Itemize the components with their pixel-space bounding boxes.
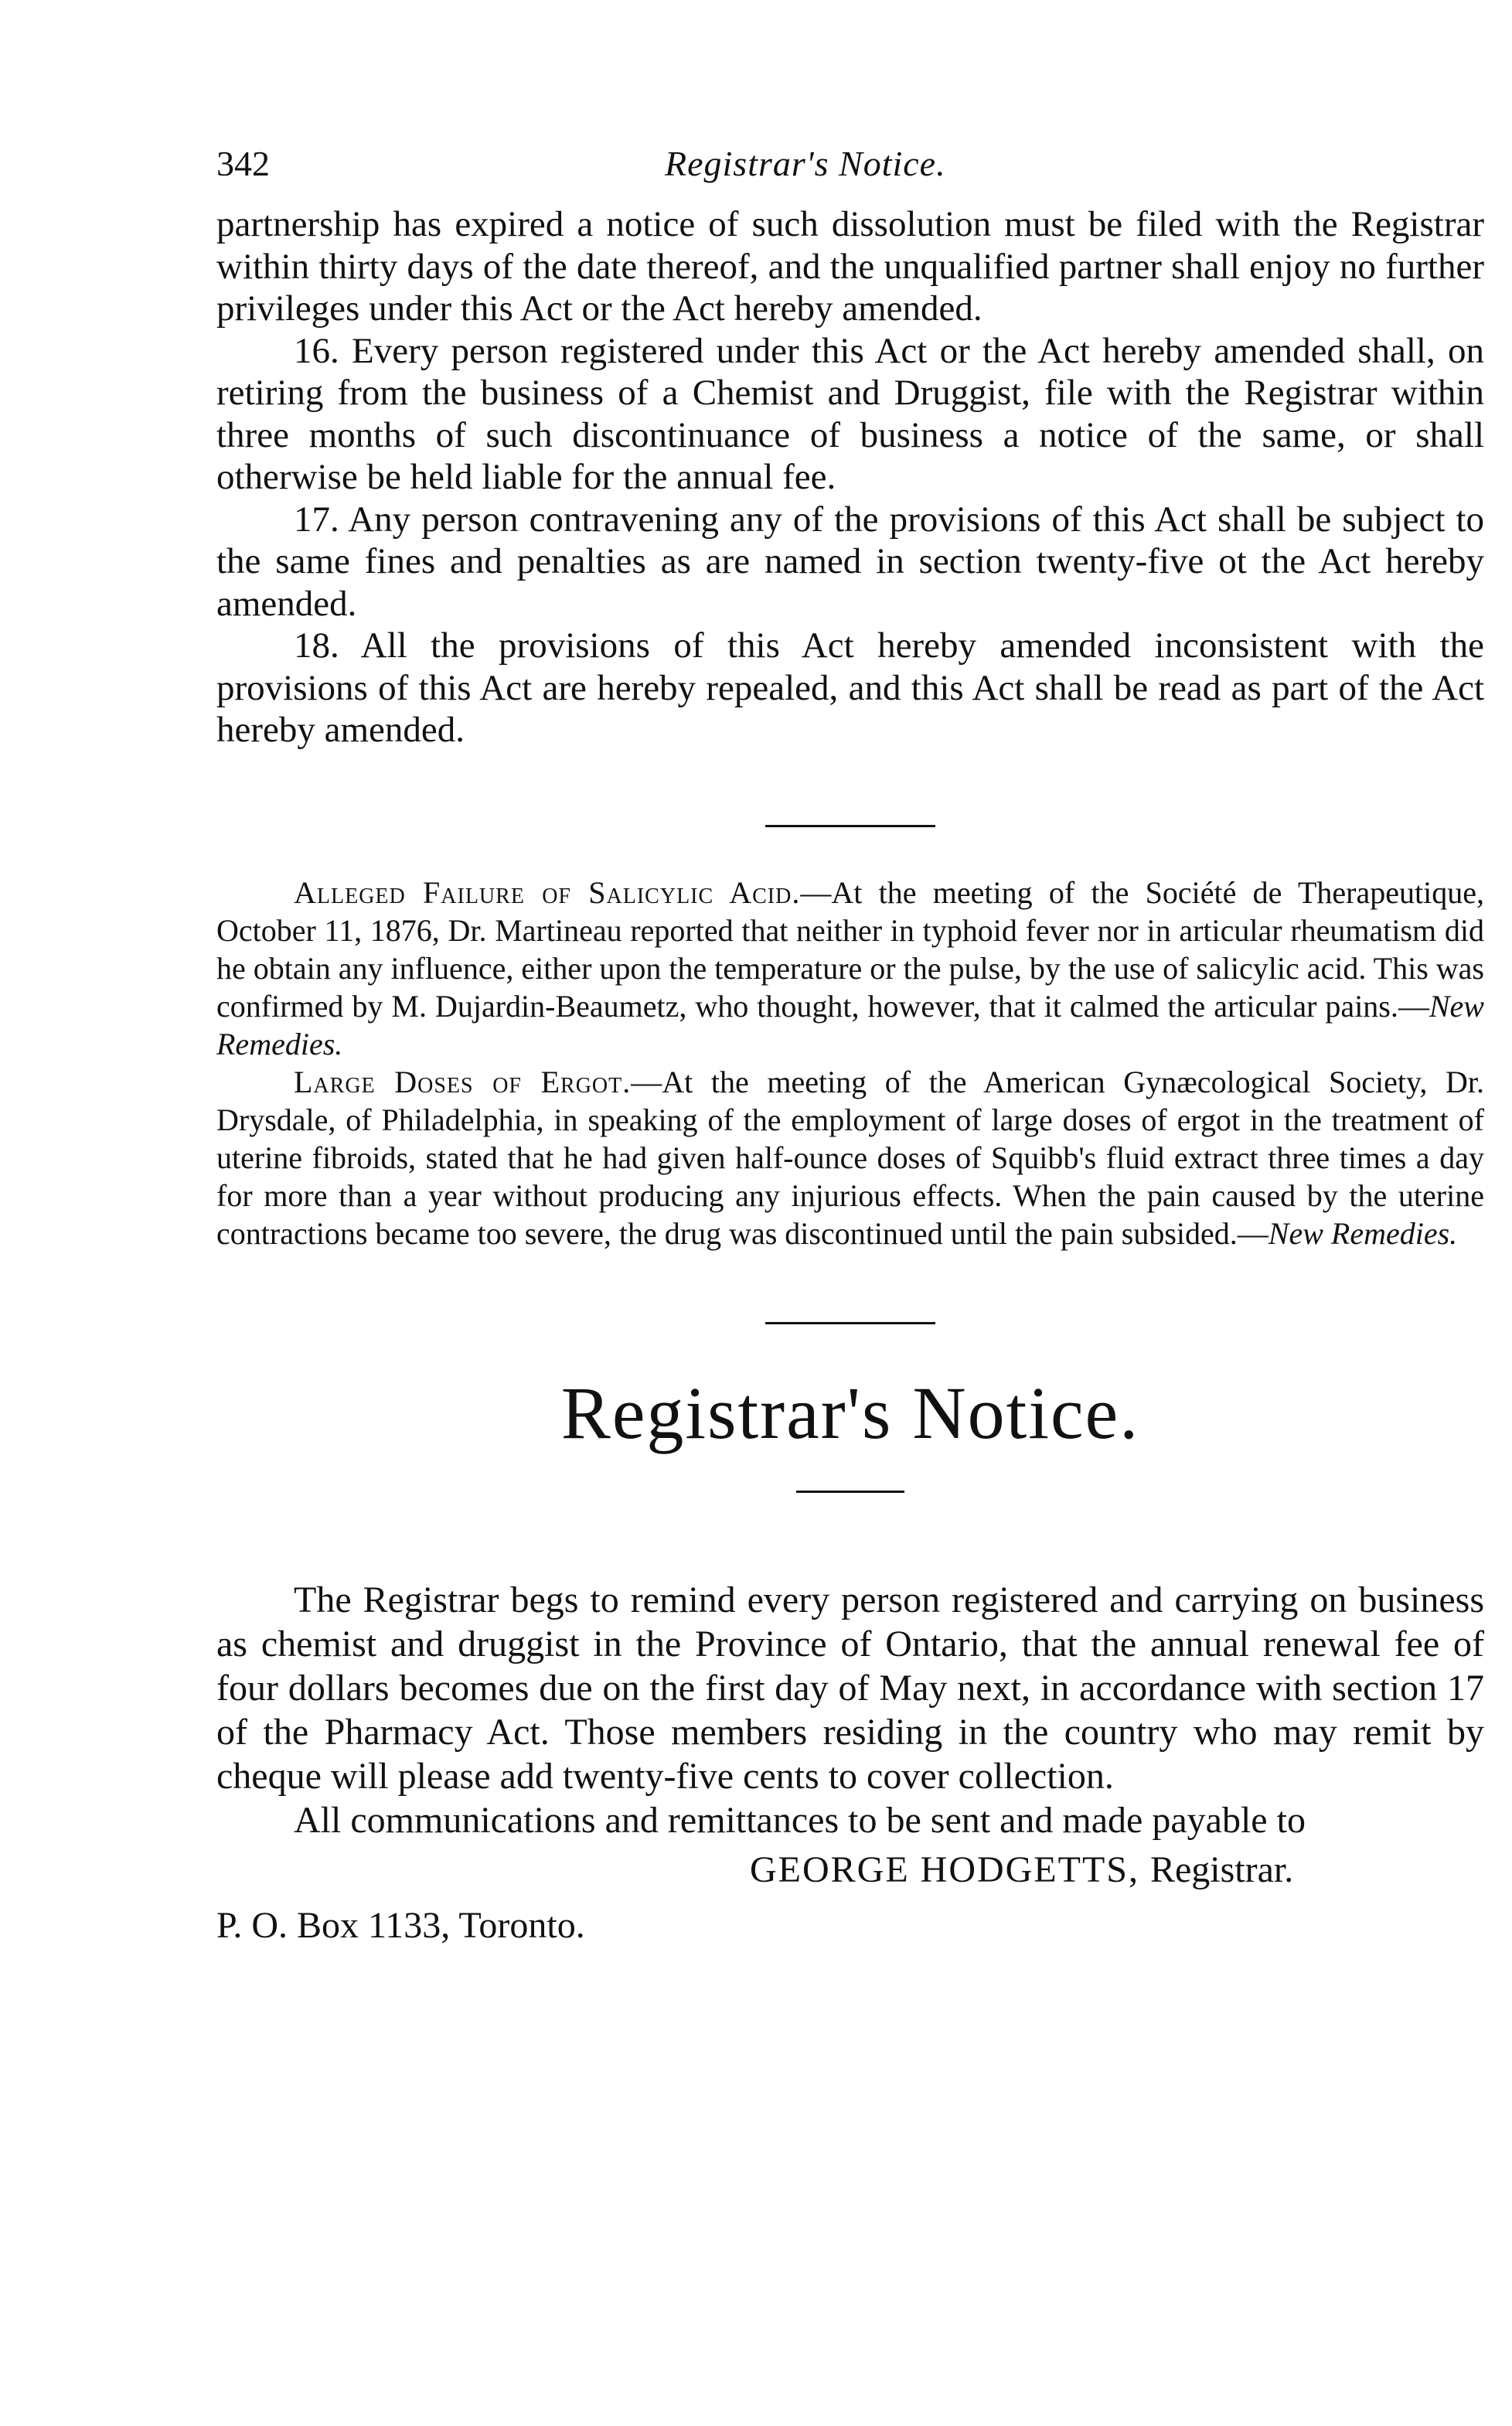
- notice-paragraph: All communications and remittances to be sent and made payable to: [294, 1799, 1306, 1841]
- section-divider: [765, 1322, 935, 1324]
- running-title: Registrar's Notice.: [665, 144, 946, 183]
- page-header: [216, 143, 1484, 197]
- notice-body: [216, 1578, 1484, 1949]
- signature-block: [216, 1848, 1484, 1949]
- note-ergot: [216, 1063, 1484, 1252]
- note-body: —At the meeting of the American Gynæcological Society, Dr. Drysdale, of Philadelphia, in speaking of the employment of large doses of ergot in the treatment of uterine fibroids, stated that he had given half-ounce doses of Squibb's fluid extract three times a day for more than a year without producing any injurious effects. When the pain caused by the uterine contractions became too severe, the drug was discontinued until the pain subsided.—: [216, 1064, 1484, 1251]
- section-18: 18. All the provisions of this Act hereby amended inconsistent with the provisions of this Act are hereby repealed, and this Act shall be read as part of the Act hereby amended.: [216, 625, 1484, 750]
- page-number: 342: [216, 144, 270, 183]
- notice-title: Registrar's Notice.: [560, 1371, 1140, 1454]
- signature-name: GEORGE HODGETTS,: [750, 1848, 1139, 1890]
- section-16: 16. Every person registered under this Act or the Act hereby amended shall, on retiring from the business of a Chemist and Druggist, file with the Registrar within three months of such discontinuance of business a notice of the same, or shall otherwise be held liable for the annual fee.: [216, 330, 1484, 497]
- note-heading: Alleged Failure of Salicylic Acid.: [294, 874, 801, 910]
- note-body: —At the meeting of the Société de Therapeutique, October 11, 1876, Dr. Martineau reported that neither in typhoid fever nor in articular rheumatism did he obtain any influence, either upon the temperature or the pulse, by the use of salicylic acid. This was confirmed by M. Dujardin-Beaumetz, who thought, however, that it calmed the articular pains.—: [216, 874, 1484, 1024]
- section-17: 17. Any person contravening any of the provisions of this Act shall be subject to the same fines and penalties as are named in section twenty-five ot the Act hereby amended.: [216, 499, 1484, 624]
- notice-paragraph: The Registrar begs to remind every person registered and carrying on business as chemist and druggist in the Province of Ontario, that the annual renewal fee of four dollars becomes due on the first day of May next, in accordance with section 17 of the Pharmacy Act. Those members residing in the country who may remit by cheque will please add twenty-five cents to cover collection.: [216, 1579, 1484, 1797]
- page: [216, 143, 1484, 1949]
- note-salicylic-acid: [216, 874, 1484, 1063]
- act-sections: [216, 203, 1484, 751]
- signature: [750, 1848, 1293, 1891]
- signature-title: Registrar.: [1149, 1848, 1294, 1890]
- note-source: New Remedies.: [216, 988, 1484, 1061]
- postal-address: P. O. Box 1133, Toronto.: [216, 1904, 585, 1946]
- title-divider: [796, 1491, 904, 1493]
- notes-section: [216, 874, 1484, 1252]
- section-divider: [765, 825, 935, 827]
- note-source: New Remedies.: [1268, 1215, 1458, 1251]
- note-heading: Large Doses of Ergot.: [294, 1064, 632, 1099]
- act-continuation: partnership has expired a notice of such dissolution must be filed with the Registrar within thirty days of the date thereof, and the unqualified partner shall enjoy no further privileges under this Act or the Act hereby amended.: [216, 204, 1484, 329]
